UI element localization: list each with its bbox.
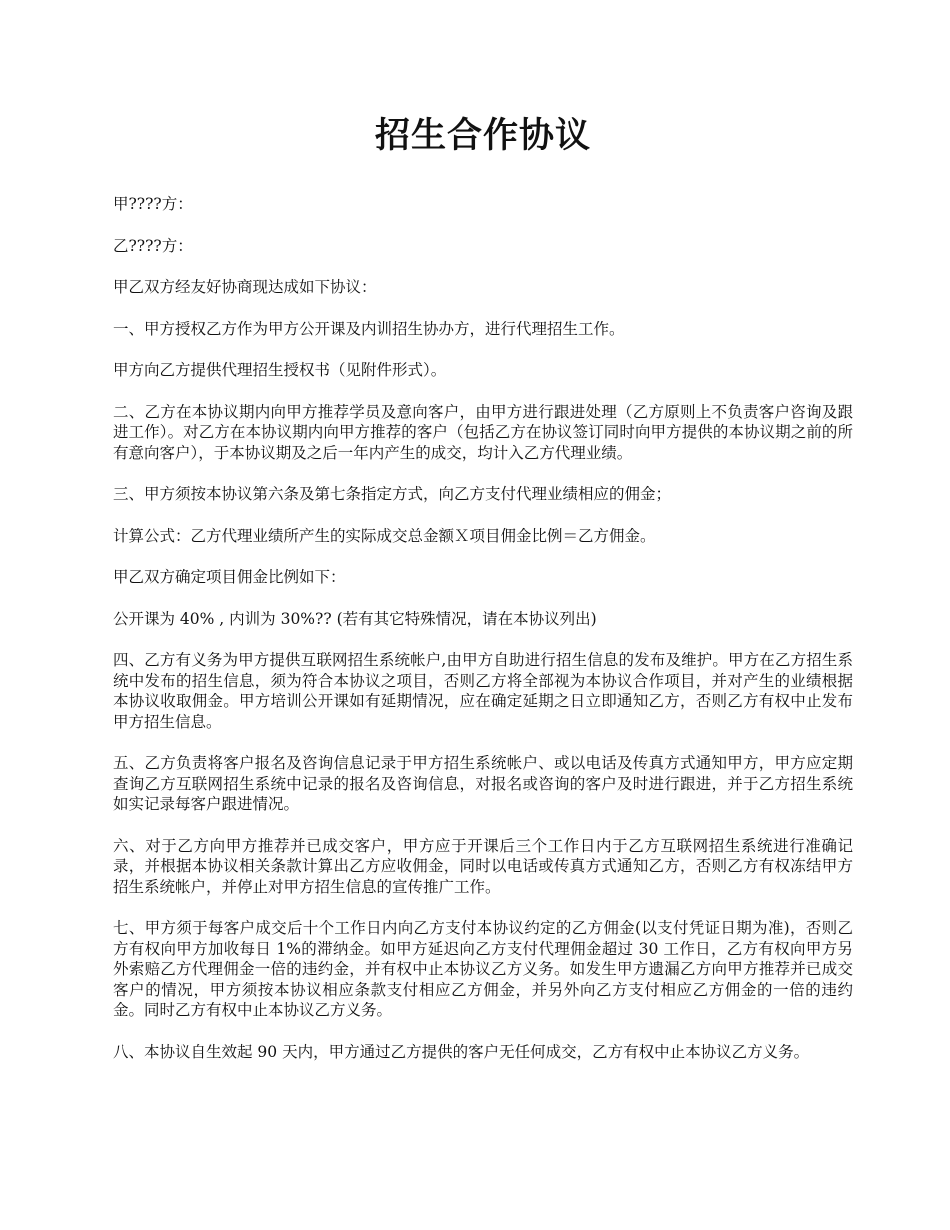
clause-1-note: 甲方向乙方提供代理招生授权书（见附件形式）。 [113, 361, 447, 379]
clause-7: 七、甲方须于每客户成交后十个工作日内向乙方支付本协议约定的乙方佣金(以支付凭证日期为准)，否则乙方有权向甲方加收每日 1%的滞纳金。如甲方延迟向乙方支付代理佣金超过 30 工作日，乙方有权向甲方另外索赔乙方代理佣金一倍的违约金，并有权中止本协议乙方义务。如发生甲方遗漏乙方向甲方推荐并已成交客户的情况，甲方须按本协议相应条款支付相应乙方佣金，并另外向乙方支付相应乙方佣金的一倍的违约金。同时乙方有权中止本协议乙方义务。 [113, 919, 853, 1019]
clause-2: 二、乙方在本协议期内向甲方推荐学员及意向客户，由甲方进行跟进处理（乙方原则上不负责客户咨询及跟进工作）。对乙方在本协议期内向甲方推荐的客户（包括乙方在协议签订同时向甲方提供的本协议期之前的所有意向客户），于本协议期及之后一年内产生的成交，均计入乙方代理业绩。 [113, 402, 853, 462]
document-title: 招生合作协议 [374, 116, 591, 156]
clause-1: 一、甲方授权乙方作为甲方公开课及内训招生协办方，进行代理招生工作。 [113, 319, 625, 338]
commission-ratio-detail: 公开课为 40% , 内训为 30%?? (若有其它特殊情况，请在本协议列出) [113, 609, 597, 628]
clause-3: 三、甲方须按本协议第六条及第七条指定方式，向乙方支付代理业绩相应的佣金； [113, 485, 672, 503]
clause-5: 五、乙方负责将客户报名及咨询信息记录于甲方招生系统帐户、或以电话及传真方式通知甲方，甲方应定期查询乙方互联网招生系统中记录的报名及咨询信息，对报名或咨询的客户及时进行跟进，并于乙方招生系统如实记录每客户跟进情况。 [113, 754, 853, 813]
commission-formula: 计算公式：乙方代理业绩所产生的实际成交总金额Ｘ项目佣金比例＝乙方佣金。 [113, 526, 656, 545]
document-page [113, 112, 853, 1083]
clause-4: 四、乙方有义务为甲方提供互联网招生系统帐户,由甲方自助进行招生信息的发布及维护。甲方在乙方招生系统中发布的招生信息，须为符合本协议之项目，否则乙方将全部视为本协议合作项目，并对产生的业绩根据本协议收取佣金。甲方培训公开课如有延期情况，应在确定延期之日立即通知乙方，否则乙方有权中止发布甲方招生信息。 [113, 651, 853, 731]
clause-8: 八、本协议自生效起 90 天内，甲方通过乙方提供的客户无任何成交，乙方有权中止本协议乙方义务。 [113, 1042, 810, 1061]
clause-6: 六、对于乙方向甲方推荐并已成交客户，甲方应于开课后三个工作日内于乙方互联网招生系统进行准确记录，并根据本协议相关条款计算出乙方应收佣金，同时以电话或传真方式通知乙方，否则乙方有权冻结甲方招生系统帐户，并停止对甲方招生信息的宣传推广工作。 [113, 836, 853, 896]
party-a-line: 甲????方： [113, 195, 193, 213]
commission-ratio-intro: 甲乙双方确定项目佣金比例如下： [113, 568, 346, 586]
party-b-line: 乙????方： [113, 236, 193, 255]
agreement-intro: 甲乙双方经友好协商现达成如下协议： [113, 278, 377, 296]
